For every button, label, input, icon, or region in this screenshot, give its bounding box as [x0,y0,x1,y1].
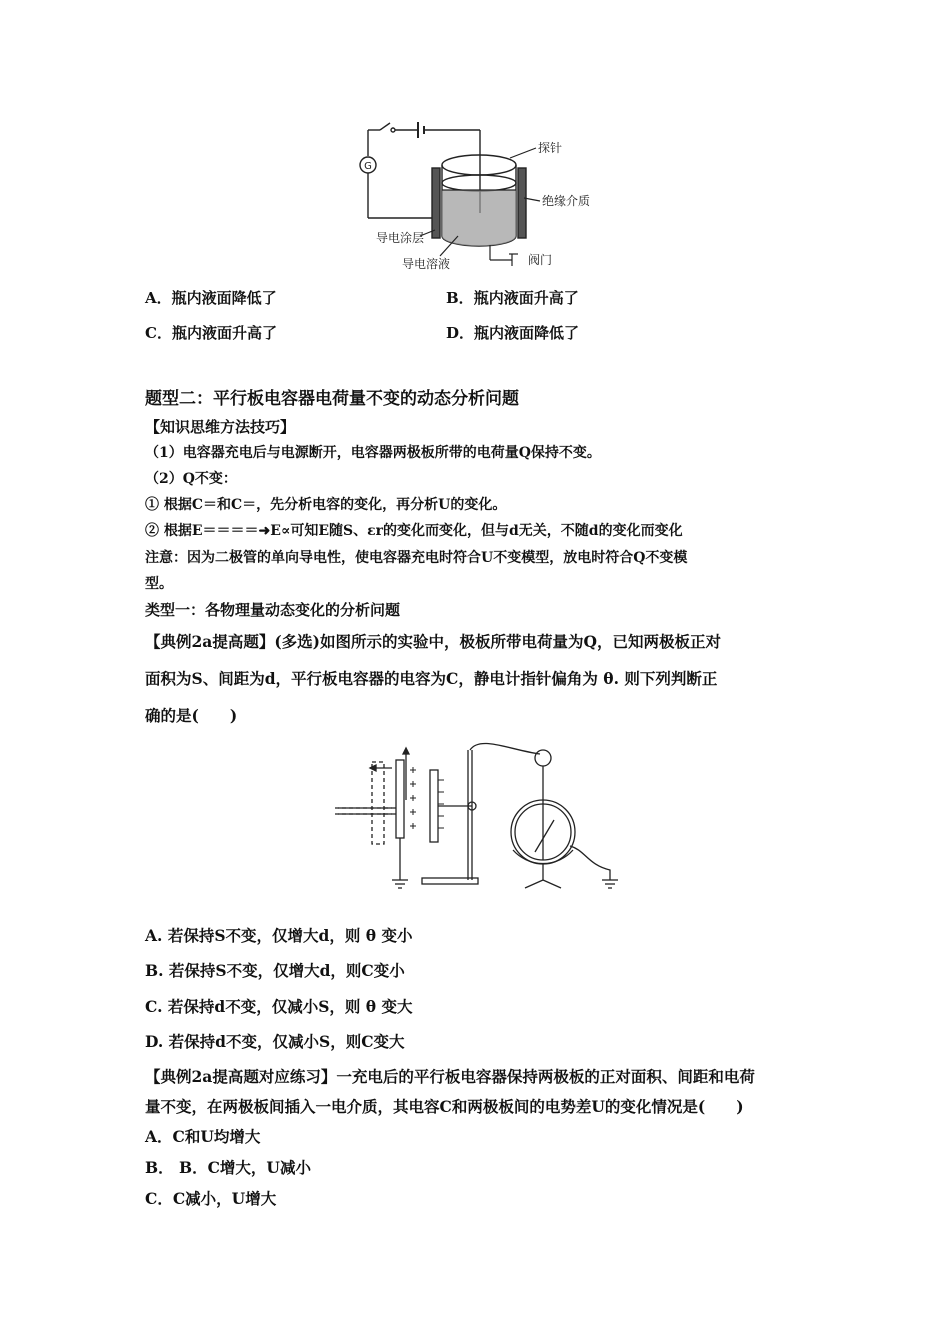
probe-label: 探针 [538,141,563,155]
q2-option-b: B. 若保持S不变，仅增大d，则C变小 [145,961,405,980]
type-1-heading: 类型一：各物理量动态变化的分析问题 [145,601,401,619]
example-line-3: 确的是( ) [145,706,238,725]
q2-option-c: C. 若保持d不变，仅减小S，则 θ 变大 [145,997,413,1016]
note-line-2: 型。 [145,576,173,592]
note-line-1: 注意：因为二极管的单向导电性，使电容器充电时符合U不变模型，放电时符合Q不变模 [145,550,688,566]
capacitor-electrometer-diagram [330,740,630,895]
practice-option-c: C．C减小，U增大 [145,1189,277,1208]
q1-option-d: D．瓶内液面降低了 [446,324,580,342]
valve-label: 阀门 [528,253,553,267]
section-title: 题型二：平行板电容器电荷量不变的动态分析问题 [145,389,519,409]
liquid-level-sensor-diagram [340,118,620,278]
example-line-2: 面积为S、间距为d，平行板电容器的电容为C，静电计指针偏角为 θ. 则下列判断正 [145,669,718,688]
q2-option-d: D. 若保持d不变，仅减小S，则C变大 [145,1032,405,1051]
method-heading: 【知识思维方法技巧】 [145,418,296,436]
example-line-1: 【典例2a提高题】(多选)如图所示的实验中，极板所带电荷量为Q，已知两极板正对 [145,632,722,651]
point-4: ② 根据E＝＝＝＝➜E∝可知E随S、εr的变化而变化，但与d无关，不随d的变化而变化 [145,523,683,539]
q1-option-a: A．瓶内液面降低了 [145,289,277,307]
practice-line-2: 量不变，在两极板间插入一电介质，其电容C和两极板间的电势差U的变化情况是( ) [145,1097,744,1116]
galvanometer-label: G [364,161,372,172]
practice-option-b: B． B．C增大，U减小 [145,1158,311,1177]
point-2: （2）Q不变： [145,471,237,487]
q2-option-a: A. 若保持S不变，仅增大d，则 θ 变小 [145,926,413,945]
insulator-label: 绝缘介质 [542,194,591,208]
q1-option-c: C．瓶内液面升高了 [145,324,277,342]
point-3: ① 根据C＝和C＝，先分析电容的变化，再分析U的变化。 [145,497,507,513]
coating-label: 导电涂层 [376,231,425,245]
solution-label: 导电溶液 [402,257,451,271]
practice-line-1: 【典例2a提高题对应练习】一充电后的平行板电容器保持两极板的正对面积、间距和电荷 [145,1067,755,1086]
practice-option-a: A．C和U均增大 [145,1127,261,1146]
point-1: （1）电容器充电后与电源断开，电容器两极板所带的电荷量Q保持不变。 [145,445,601,461]
q1-option-b: B．瓶内液面升高了 [446,289,579,307]
